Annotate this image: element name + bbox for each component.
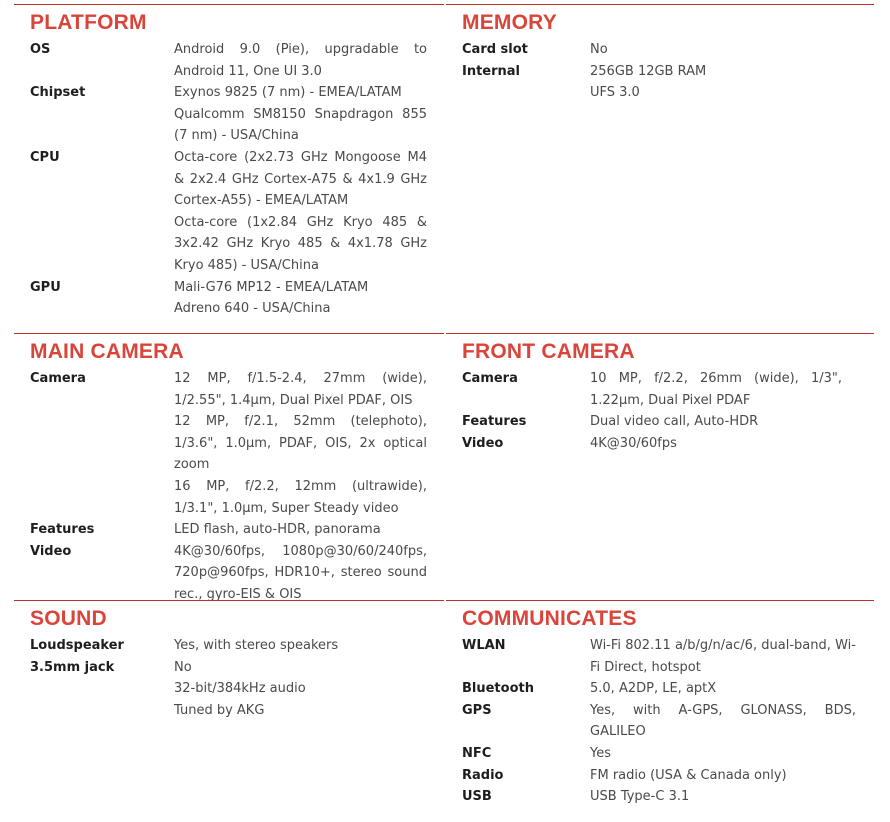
spec-label: Video (30, 543, 72, 559)
spec-row (14, 277, 444, 320)
spec-row (446, 765, 874, 787)
spec-row (446, 368, 874, 411)
spec-value: Octa-core (1x2.84 GHz Kryo 485 & 3x2.42 GHz Kryo 485 & 4x1.78 GHz Kryo 485) - USA/China (174, 214, 427, 273)
spec-value: 4K@30/60fps, 1080p@30/60/240fps, 720p@960fps, HDR10+, stereo sound rec., gyro-EIS & OIS (174, 543, 427, 602)
section-main-camera (14, 333, 444, 606)
spec-row (446, 743, 874, 765)
spec-label: USB (462, 789, 492, 805)
spec-values (590, 678, 856, 700)
section-title: SOUND (30, 607, 107, 630)
spec-values (174, 82, 427, 147)
spec-value: No (174, 659, 192, 675)
spec-label: WLAN (462, 638, 506, 653)
spec-value: UFS 3.0 (590, 85, 640, 101)
spec-row (14, 368, 444, 519)
section-memory (446, 4, 874, 104)
section-platform (14, 4, 444, 320)
spec-values (174, 277, 427, 320)
spec-values (590, 368, 842, 411)
spec-label: GPU (30, 279, 61, 295)
spec-label: Camera (462, 371, 518, 386)
spec-label: Internal (462, 63, 521, 79)
spec-values (590, 411, 842, 433)
spec-row (446, 433, 874, 455)
spec-value: Dual video call, Auto-HDR (590, 414, 759, 430)
spec-value: 16 MP, f/2.2, 12mm (ultrawide), 1/3.1", 1.0µm, Super Steady video (174, 478, 427, 516)
spec-row (14, 635, 444, 657)
spec-label: GPS (462, 702, 492, 718)
spec-row (446, 61, 874, 104)
spec-row (14, 519, 444, 541)
spec-label: Radio (462, 767, 504, 783)
spec-value: 4K@30/60fps (590, 435, 677, 451)
spec-value: Wi-Fi 802.11 a/b/g/n/ac/6, dual-band, Wi-Fi Direct, hotspot (590, 638, 856, 675)
spec-values (590, 635, 856, 678)
spec-row (446, 700, 874, 743)
spec-values (590, 39, 874, 61)
spec-label: Features (30, 522, 95, 538)
spec-values (590, 786, 856, 808)
spec-rows (446, 635, 874, 808)
section-title: FRONT CAMERA (462, 340, 635, 363)
spec-value: Mali-G76 MP12 - EMEA/LATAM (174, 279, 369, 295)
spec-row (446, 635, 874, 678)
section-communicates (446, 600, 874, 808)
section-front-camera (446, 333, 874, 454)
spec-row (446, 411, 874, 433)
spec-row (14, 147, 444, 277)
spec-values (174, 657, 427, 722)
spec-value: Tuned by AKG (174, 702, 265, 718)
spec-row (14, 541, 444, 606)
spec-value: 12 MP, f/2.1, 52mm (telephoto), 1/3.6", 1.0µm, PDAF, OIS, 2x optical zoom (174, 414, 427, 473)
spec-row (446, 39, 874, 61)
spec-row (446, 678, 874, 700)
spec-rows (14, 39, 444, 320)
spec-label: OS (30, 42, 51, 57)
spec-label: Video (462, 435, 504, 451)
spec-label: Chipset (30, 85, 86, 101)
spec-values (174, 39, 427, 82)
spec-label: Loudspeaker (30, 638, 124, 653)
spec-rows (14, 635, 444, 721)
spec-row (14, 657, 444, 722)
spec-values (174, 519, 427, 541)
spec-value: 5.0, A2DP, LE, aptX (590, 681, 717, 697)
spec-label: Bluetooth (462, 681, 534, 697)
spec-label: Card slot (462, 42, 528, 57)
spec-value: Exynos 9825 (7 nm) - EMEA/LATAM (174, 85, 402, 101)
spec-value: Android 9.0 (Pie), upgradable to Android 11, One UI 3.0 (174, 42, 427, 79)
spec-value: 32-bit/384kHz audio (174, 681, 306, 697)
section-title: MAIN CAMERA (30, 340, 184, 363)
section-sound (14, 600, 444, 721)
spec-value: LED flash, auto-HDR, panorama (174, 522, 381, 538)
spec-values (174, 147, 427, 277)
spec-value: 10 MP, f/2.2, 26mm (wide), 1/3", 1.22µm, Dual Pixel PDAF (590, 371, 842, 408)
spec-rows (446, 368, 874, 454)
spec-values (174, 368, 427, 519)
spec-values (590, 765, 856, 787)
spec-values (590, 700, 856, 743)
spec-values (590, 743, 856, 765)
spec-value: FM radio (USA & Canada only) (590, 767, 787, 783)
spec-value: No (590, 42, 608, 57)
spec-value: Octa-core (2x2.73 GHz Mongoose M4 & 2x2.4 GHz Cortex-A75 & 4x1.9 GHz Cortex-A55) - EMEA/LATAM (174, 149, 427, 209)
spec-values (590, 61, 874, 104)
spec-values (174, 541, 427, 606)
spec-row (14, 39, 444, 82)
spec-value: 256GB 12GB RAM (590, 63, 707, 79)
section-title: MEMORY (462, 11, 557, 34)
spec-value: Yes, with stereo speakers (174, 638, 339, 653)
spec-value: Qualcomm SM8150 Snapdragon 855 (7 nm) - USA/China (174, 106, 427, 144)
section-title: PLATFORM (30, 11, 147, 34)
spec-label: 3.5mm jack (30, 659, 115, 675)
spec-value: Yes, with A-GPS, GLONASS, BDS, GALILEO (590, 702, 856, 740)
spec-label: Features (462, 414, 527, 430)
spec-values (174, 635, 427, 657)
section-title: COMMUNICATES (462, 607, 637, 630)
spec-label: NFC (462, 745, 492, 761)
spec-rows (446, 39, 874, 104)
spec-value: Adreno 640 - USA/China (174, 301, 331, 317)
spec-row (446, 786, 874, 808)
spec-value: Yes (590, 745, 611, 761)
spec-value: 12 MP, f/1.5-2.4, 27mm (wide), 1/2.55", 1.4µm, Dual Pixel PDAF, OIS (174, 371, 427, 408)
spec-label: Camera (30, 371, 86, 386)
spec-row (14, 82, 444, 147)
spec-values (590, 433, 842, 455)
spec-label: CPU (30, 149, 60, 165)
spec-rows (14, 368, 444, 606)
spec-value: USB Type-C 3.1 (590, 789, 690, 805)
